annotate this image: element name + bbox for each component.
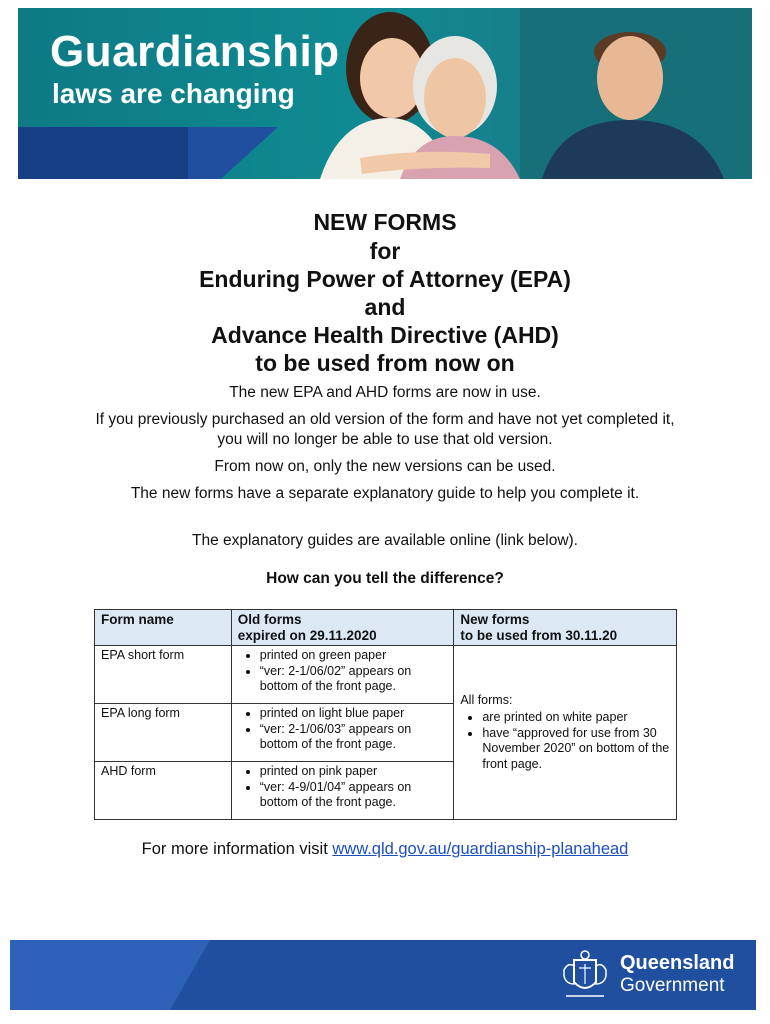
paragraph-forms-in-use: The new EPA and AHD forms are now in use. bbox=[229, 384, 541, 401]
cell-old-description bbox=[231, 704, 454, 762]
list-item: • have “approved for use from 30 November 2020” on bottom of the front page. bbox=[482, 726, 670, 773]
list-item: • are printed on white paper bbox=[482, 710, 670, 726]
more-info-text: For more information visit www.qld.gov.au/guardianship-planahead bbox=[141, 840, 629, 858]
list-item: • printed on pink paper bbox=[260, 764, 448, 780]
banner-title: Guardianship bbox=[50, 27, 340, 76]
banner-photo-people bbox=[280, 8, 752, 179]
list-item: • printed on green paper bbox=[260, 648, 448, 664]
coat-of-arms-icon bbox=[558, 948, 612, 1004]
list-item: • printed on light blue paper bbox=[260, 706, 448, 722]
header-old-forms: Old forms expired on 29.11.2020 bbox=[231, 610, 454, 646]
more-info-link[interactable]: www.qld.gov.au/guardianship-planahead bbox=[332, 840, 629, 858]
title-line-1: NEW FORMS bbox=[313, 209, 457, 235]
cell-form-name: AHD form bbox=[95, 762, 232, 820]
table-header-row bbox=[95, 610, 677, 646]
list-item: • “ver: 2-1/06/03” appears on bottom of the front page. bbox=[260, 722, 448, 753]
footer-light-strip bbox=[10, 940, 210, 1010]
header-new-forms: New forms to be used from 30.11.20 bbox=[454, 610, 677, 646]
queensland-government-logo: Queensland Government bbox=[558, 948, 748, 1004]
cell-form-name: EPA short form bbox=[95, 646, 232, 704]
cell-new-description: All forms: • are printed on white paper • have “approved for use from 30 November 2020” on bottom of the front page. bbox=[454, 646, 677, 820]
title-line-2: for bbox=[369, 238, 401, 264]
cell-old-description bbox=[231, 646, 454, 704]
cell-form-name: EPA long form bbox=[95, 704, 232, 762]
title-line-5: Advance Health Directive (AHD) bbox=[211, 322, 559, 348]
paragraph-old-version: If you previously purchased an old version of the form and have not yet completed it, you will no longer be able to use that old version. bbox=[95, 411, 675, 448]
paragraph-guides-online: The explanatory guides are available online (link below). bbox=[191, 532, 578, 549]
header-banner bbox=[18, 8, 752, 179]
banner-navy-strip bbox=[18, 127, 188, 179]
title-line-4: and bbox=[364, 294, 406, 320]
title-line-6: to be used from now on bbox=[255, 350, 515, 376]
paragraph-explanatory-guide: The new forms have a separate explanatory guide to help you complete it. bbox=[130, 485, 640, 502]
header-form-name: Form name bbox=[95, 610, 232, 646]
paragraph-new-only: From now on, only the new versions can be used. bbox=[214, 458, 556, 475]
banner-subtitle: laws are changing bbox=[52, 78, 295, 109]
footer-band bbox=[10, 940, 756, 1010]
list-item: • “ver: 4-9/01/04” appears on bottom of the front page. bbox=[260, 780, 448, 811]
table-row bbox=[95, 646, 677, 704]
cell-old-description bbox=[231, 762, 454, 820]
title-line-3: Enduring Power of Attorney (EPA) bbox=[199, 266, 571, 292]
list-item: • “ver: 2-1/06/02” appears on bottom of the front page. bbox=[260, 664, 448, 695]
section-heading: How can you tell the difference? bbox=[266, 570, 504, 587]
comparison-table bbox=[94, 609, 677, 820]
